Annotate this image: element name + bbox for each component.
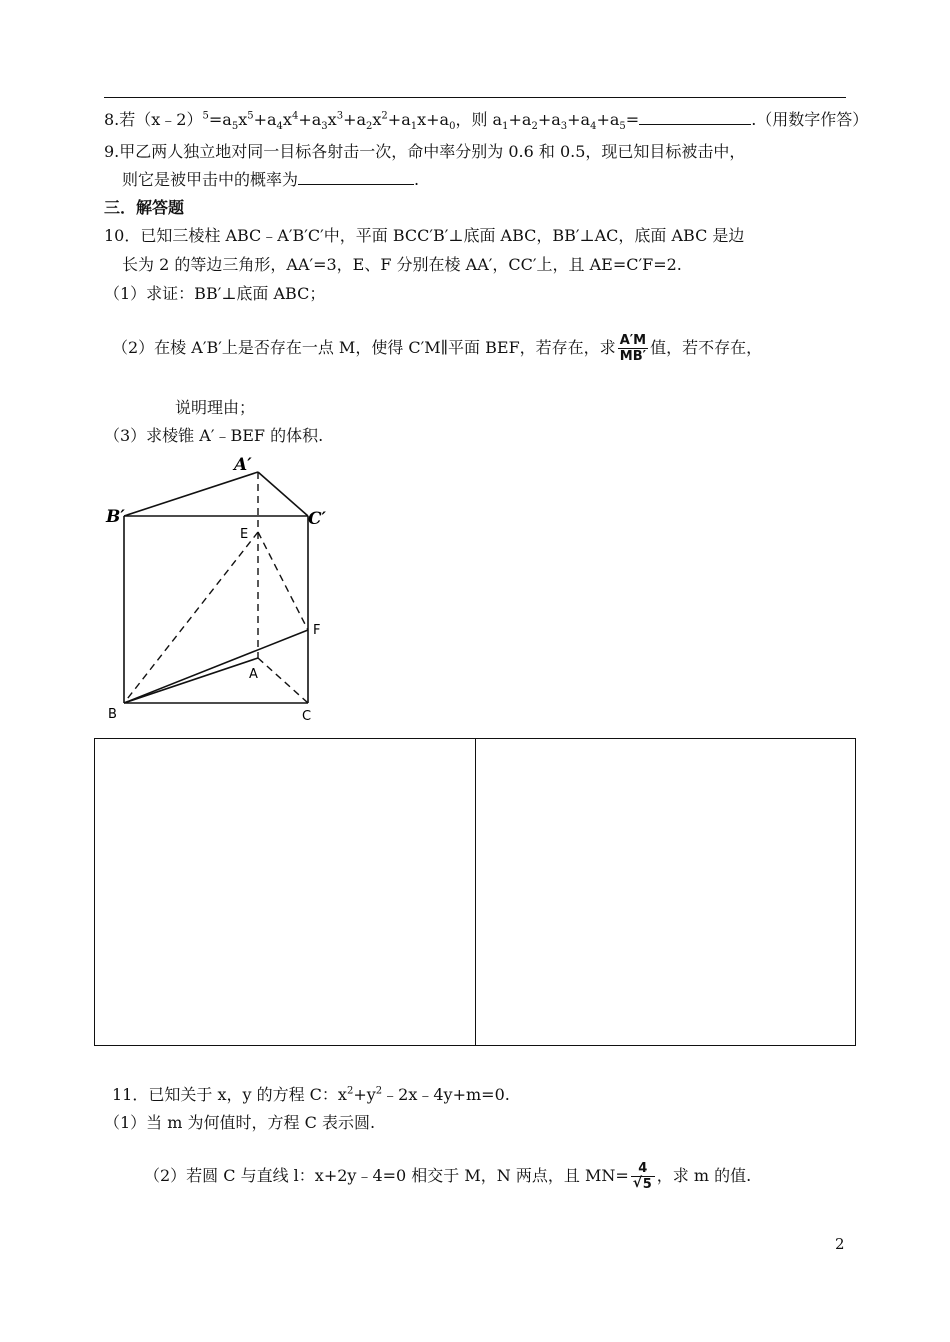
question-9-line2: 则它是被甲击中的概率为 .: [122, 170, 420, 189]
header-rule: [104, 97, 846, 98]
mn-fraction: 4 √ 5: [631, 1162, 655, 1191]
label-a-prime: A′: [234, 455, 252, 475]
page-number: 2: [835, 1235, 845, 1253]
prism-figure: [104, 448, 330, 722]
edge-b-f: [124, 630, 308, 703]
sqrt-symbol: √ 5: [632, 1175, 652, 1192]
label-f: F: [313, 623, 321, 638]
question-10-line1: 10．已知三棱柱 ABC﹣A′B′C′中，平面 BCC′B′⊥底面 ABC，BB′⊥AC，底面 ABC 是边: [104, 226, 745, 245]
answer-box-divider: [475, 739, 476, 1045]
question-10-part2: （2）在棱 A′B′上是否存在一点 M，使得 C′M∥平面 BEF，若存在，求 $\frac{A'M}{MB'}$ 值，若不存在，: [112, 333, 763, 364]
label-b-prime: B′: [106, 507, 125, 527]
answer-blank-9[interactable]: [298, 183, 414, 185]
label-b: B: [108, 707, 117, 722]
question-9-line1: 9.甲乙两人独立地对同一目标各射击一次，命中率分别为 0.6 和 0.5，现已知目标被击中，: [104, 142, 746, 161]
edge-e-b: [124, 532, 258, 703]
question-11-line1: 11．已知关于 x，y 的方程 C：$x^2+y^2﹣2x﹣4y+m=0$.: [112, 1085, 510, 1104]
label-e: E: [240, 527, 249, 542]
question-10-line2: 长为 2 的等边三角形，AA′=3，E、F 分别在棱 AA′，CC′上，且 AE=C′F=2.: [122, 255, 682, 274]
label-c: C: [302, 709, 312, 722]
edge-bprime-aprime: [124, 472, 258, 516]
answer-box[interactable]: [94, 738, 856, 1046]
question-10-part1: （1）求证：BB′⊥底面 ABC；: [104, 284, 326, 303]
question-11-part2: （2）若圆 C 与直线 l：x+2y﹣4=0 相交于 M，N 两点，且 MN= 4 √ 5 ，求 m 的值.: [144, 1161, 752, 1192]
edge-aprime-cprime: [258, 472, 308, 516]
edge-e-f: [258, 532, 308, 630]
label-c-prime: C′: [308, 509, 327, 529]
section-3-title: 三．解答题: [104, 198, 185, 217]
answer-blank-8[interactable]: [639, 123, 751, 125]
question-10-part2-line2: 说明理由；: [175, 398, 256, 417]
edge-a-c: [258, 658, 308, 703]
question-10-part3: （3）求棱锥 A′﹣BEF 的体积.: [104, 426, 324, 445]
label-a: A: [249, 667, 258, 682]
question-11-part1: （1）当 m 为何值时，方程 C 表示圆.: [104, 1113, 376, 1132]
question-8: 8.若$(x﹣2)^5=a_5x^5+a_4x^4+a_3x^3+a_2x^2+a_1x+a_0$，则 $a_1+a_2+a_3+a_4+a_5=$ .（用数字作答）: [104, 110, 869, 133]
edge-b-a: [124, 658, 258, 703]
ratio-fraction: $\frac{A'M}{MB'}$: [619, 333, 647, 364]
